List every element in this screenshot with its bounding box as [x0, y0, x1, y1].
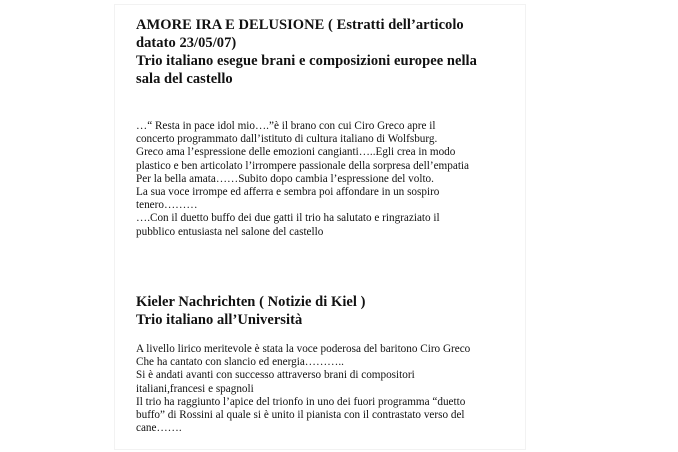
heading-line: sala del castello [136, 71, 233, 87]
heading-line: AMORE IRA E DELUSIONE ( Estratti dell’articolo [136, 17, 464, 33]
body-line: italiani,francesi e spagnoli [136, 382, 254, 395]
body-line: tenero……… [136, 199, 198, 212]
body-line: A livello lirico meritevole è stata la voce poderosa del baritono Ciro Greco [136, 343, 471, 355]
article-1-heading [136, 16, 526, 88]
article-2-body [136, 343, 526, 435]
body-line: …“ Resta in pace idol mio….”è il brano con cui Ciro Greco apre il [136, 120, 436, 132]
body-line: La sua voce irrompe ed afferra e sembra poi affondare in un sospiro [136, 186, 440, 199]
body-line: Per la bella amata……Subito dopo cambia l’espressione del volto. [136, 172, 434, 185]
body-line: buffo” di Rossini al quale si è unito il pianista con il contrastato verso del [136, 409, 465, 422]
body-line: plastico e ben articolato l’irrompere passionale della sorpresa dell’empatia [136, 159, 470, 172]
body-line: concerto programmato dall’istituto di cultura italiano di Wolfsburg. [136, 133, 438, 146]
body-line: cane……. [136, 422, 182, 435]
body-line: Che ha cantato con slancio ed energia……….. [136, 356, 344, 369]
body-line: Il trio ha raggiunto l’apice del trionfo in uno dei fuori programma “duetto [136, 395, 466, 408]
body-line: Greco ama l’espressione delle emozioni cangianti…..Egli crea in modo [136, 146, 456, 159]
body-line: Si è andati avanti con successo attraverso brani di compositori [136, 369, 415, 382]
heading-line: datato 23/05/07) [136, 35, 237, 51]
body-line: ….Con il duetto buffo dei due gatti il trio ha salutato e ringraziato il [136, 212, 440, 225]
body-line: pubblico entusiasta nel salone del castello [136, 225, 324, 238]
heading-line: Trio italiano all’Università [136, 312, 303, 328]
article-1-body [136, 120, 526, 239]
heading-line: Trio italiano esegue brani e composizioni europee nella [136, 53, 477, 69]
article-2-heading [136, 293, 526, 329]
heading-line: Kieler Nachrichten ( Notizie di Kiel ) [136, 294, 366, 310]
